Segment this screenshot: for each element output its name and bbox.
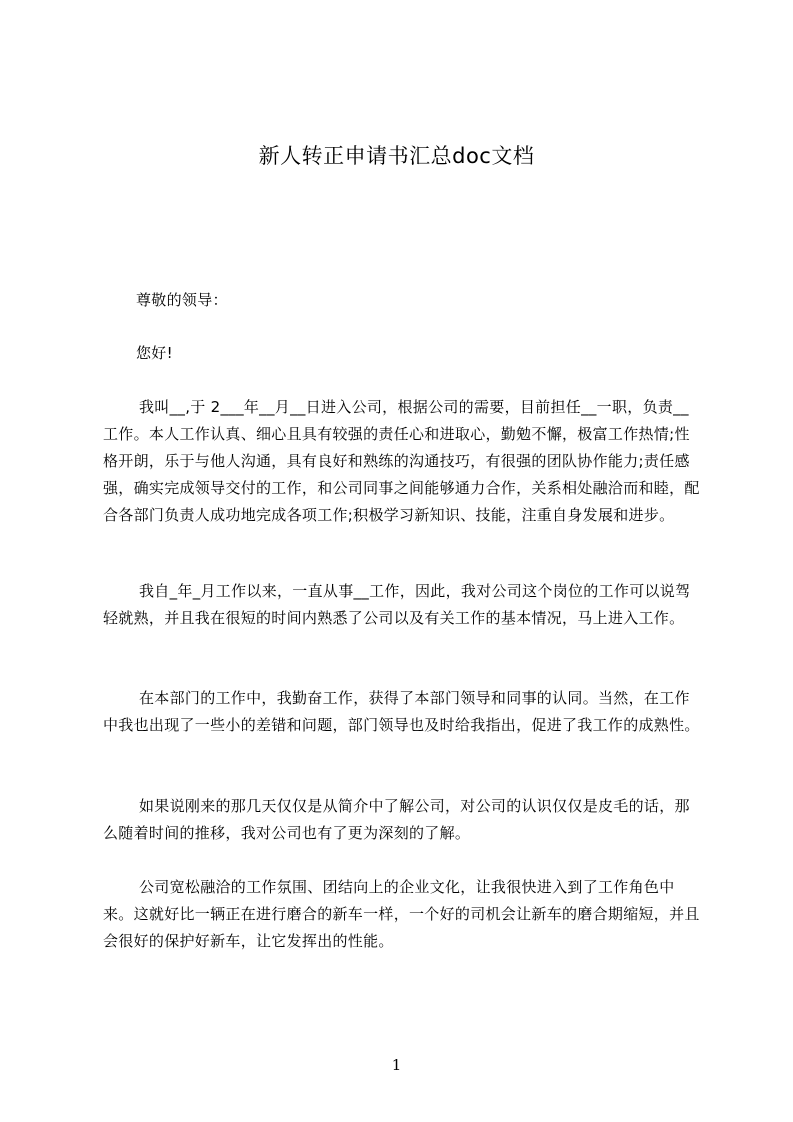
- paragraph-understanding: 如果说刚来的那几天仅仅是从简介中了解公司，对公司的认识仅仅是皮毛的话，那么随着时间的推移，我对公司也有了更为深刻的了解。: [103, 797, 690, 842]
- paragraph-department-work: 在本部门的工作中，我勤奋工作，获得了本部门领导和同事的认同。当然，在工作中我也出现了一些小的差错和问题，部门领导也及时给我指出，促进了我工作的成熟性。: [103, 689, 700, 734]
- page-number: 1: [391, 1056, 402, 1074]
- salutation: 尊敬的领导：: [136, 291, 228, 309]
- paragraph-work-history: 我自_年_月工作以来，一直从事__工作，因此，我对公司这个岗位的工作可以说驾轻就熟，并且我在很短的时间内熟悉了公司以及有关工作的基本情况，马上进入工作。: [103, 582, 691, 627]
- paragraph-introduction: 我叫__,于 2___年__月__日进入公司，根据公司的需要，目前担任__一职，负责__工作。本人工作认真、细心且具有较强的责任心和进取心，勤勉不懈，极富工作热情;性格开朗，乐于与他人沟通，具有良好和熟练的沟通技巧，有很强的团队协作能力;责任感强，确实完成领导交付的工作，和公司同事之间能够通力合作，关系相处融洽而和睦，配合各部门负责人成功地完成各项工作;积极学习新知识、技能，注重自身发展和进步。: [103, 398, 700, 524]
- greeting: 您好!: [136, 344, 173, 362]
- document-title: 新人转正申请书汇总doc文档: [258, 144, 535, 168]
- paragraph-company-culture: 公司宽松融洽的工作氛围、团结向上的企业文化，让我很快进入到了工作角色中来。这就好比一辆正在进行磨合的新车一样，一个好的司机会让新车的磨合期缩短，并且会很好的保护好新车，让它发挥出的性能。: [103, 878, 700, 950]
